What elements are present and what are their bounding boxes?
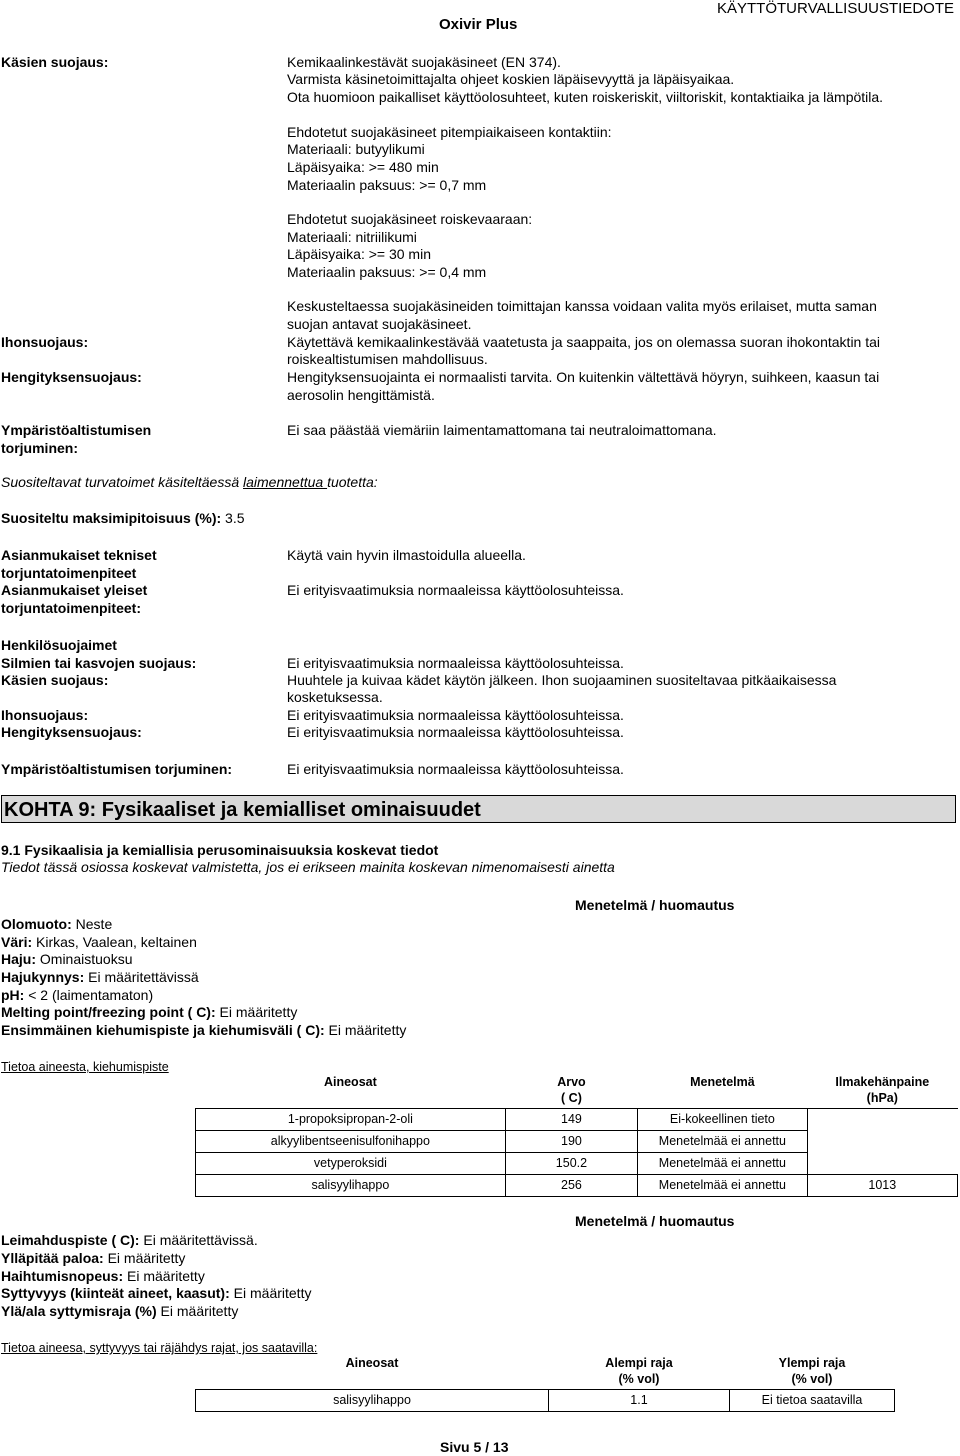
table-cell: 150.2 [505,1152,637,1174]
table-header-row [196,1355,895,1389]
prop-state [1,916,112,933]
table-row [196,1152,958,1174]
table-cell: 190 [505,1130,637,1152]
prop-ph [1,987,153,1004]
diluted-heading-part-1: Suositeltavat turvatoimet käsiteltäessä [1,474,244,490]
prop-odor [1,951,132,968]
hands-line-1: Kemikaalinkestävät suojakäsineet (EN 374). [287,54,561,70]
skin-protection-label: Ihonsuojaus: [1,334,89,350]
diluted-env-value: Ei erityisvaatimuksia normaaleissa käyttöolosuhteissa. [287,761,624,777]
prop-boiling-point-label: Ensimmäinen kiehumispiste ja kiehumisväli ( C): [1,1022,325,1038]
table-row [196,1174,958,1196]
table-header-cell: Aineosat [196,1355,549,1389]
prop-flash-point-label: Leimahduspiste ( C): [1,1232,140,1248]
prop-sustains-combustion [1,1250,185,1267]
tech-measures-label-2: torjuntatoimenpiteet [1,565,137,581]
prop-flammability-label: Syttyvyys (kiinteät aineet, kaasut): [1,1285,230,1301]
long-contact-line-4: Materiaalin paksuus: >= 0,7 mm [287,177,487,193]
resp-line-2: aerosolin hengittämistä. [287,387,435,403]
method-header: Menetelmä / huomautus [575,897,735,913]
table-row [196,1130,958,1152]
splash-line-4: Materiaalin paksuus: >= 0,4 mm [287,264,487,280]
prop-odor-label: Haju: [1,951,36,967]
prop-odor-value: Ominaistuoksu [36,951,133,967]
prop-odor-threshold-value: Ei määritettävissä [84,969,199,985]
method-header-2: Menetelmä / huomautus [575,1213,735,1229]
respiratory-protection-label: Hengityksensuojaus: [1,369,142,385]
table-header-cell: Ylempi raja (% vol) [730,1355,895,1389]
table-header-cell: Arvo ( C) [505,1074,637,1108]
table-cell: salisyylihappo [196,1389,549,1411]
prop-odor-threshold [1,969,199,986]
tech-measures-value: Käytä vain hyvin ilmastoidulla alueella. [287,547,526,563]
table-cell [807,1152,957,1174]
consult-line-1: Keskusteltaessa suojakäsineiden toimittajan kanssa voidaan valita myös erilaiset, mutta saman [287,298,877,314]
prop-color [1,934,197,951]
table-cell: 1.1 [549,1389,730,1411]
prop-ph-label: pH: [1,987,25,1003]
prop-melting-point [1,1004,297,1021]
table-cell: 149 [505,1108,637,1130]
table-header-cell: Alempi raja (% vol) [549,1355,730,1389]
prop-color-value: Kirkas, Vaalean, keltainen [32,934,197,950]
prop-explosion-limits [1,1303,238,1320]
env-exposure-label-1: Ympäristöaltistumisen [1,422,152,438]
prop-evaporation-rate-value: Ei määritetty [123,1268,205,1284]
prop-flash-point-value: Ei määritettävissä. [139,1232,258,1248]
prop-ph-value: < 2 (laimentamaton) [24,987,154,1003]
diluted-env-label: Ympäristöaltistumisen torjuminen: [1,761,233,777]
prop-boiling-point [1,1022,406,1039]
flammability-table [195,1355,895,1412]
max-concentration [1,510,245,527]
table-cell: salisyylihappo [196,1174,506,1196]
prop-boiling-point-value: Ei määritetty [324,1022,407,1038]
flammability-table-caption: Tietoa aineesa, syttyvyys tai räjähdys rajat, jos saatavilla: [1,1341,318,1355]
skin-line-1: Käytettävä kemikaalinkestävää vaatetusta ja saappaita, jos on olemassa suoran ihokontaktin tai [287,334,881,350]
prop-state-value: Neste [71,916,113,932]
table-cell [807,1130,957,1152]
table-cell: 1-propoksipropan-2-oli [196,1108,506,1130]
long-contact-line-1: Ehdotetut suojakäsineet pitempiaikaiseen kontaktiin: [287,124,612,140]
table-cell: Ei tietoa saatavilla [730,1389,895,1411]
section-9-title: KOHTA 9: Fysikaaliset ja kemialliset ominaisuudet [4,799,481,821]
table-row [196,1389,895,1411]
prop-explosion-limits-value: Ei määritetty [156,1303,239,1319]
table-cell: alkyylibentseenisulfonihappo [196,1130,506,1152]
prop-flammability-value: Ei määritetty [229,1285,312,1301]
subsection-9-1-note: Tiedot tässä osiossa koskevat valmistetta, jos ei erikseen mainita koskevan nimenomaisesti ainetta [1,859,615,875]
table-header-cell: Menetelmä [638,1074,807,1108]
table-cell: 256 [505,1174,637,1196]
diluted-heading-underlined: laimennettua [243,474,328,490]
ppe-label: Henkilösuojaimet [1,637,117,653]
hands-line-3: Ota huomioon paikalliset käyttöolosuhteet, kuten roiskeriskit, viiltoriskit, kontaktiaika ja lämpötila. [287,89,884,105]
table-header-cell: Ilmakehänpaine (hPa) [807,1074,957,1108]
table-cell: vetyperoksidi [196,1152,506,1174]
prop-odor-threshold-label: Hajukynnys: [1,969,85,985]
prop-evaporation-rate-label: Haihtumisnopeus: [1,1268,124,1284]
max-concentration-label: Suositeltu maksimipitoisuus (%): [1,510,222,526]
env-exposure-label-2: torjuminen: [1,440,78,456]
consult-line-2: suojan antavat suojakäsineet. [287,316,472,332]
splash-line-3: Läpäisyaika: >= 30 min [287,246,431,262]
eye-protection-value: Ei erityisvaatimuksia normaaleissa käyttöolosuhteissa. [287,655,624,671]
diluted-hands-value-2: kosketuksessa. [287,689,383,705]
boiling-point-table [195,1074,958,1197]
prop-melting-point-label: Melting point/freezing point ( C): [1,1004,216,1020]
diluted-resp-label: Hengityksensuojaus: [1,724,142,740]
table-cell: Ei-kokeellinen tieto [638,1108,807,1130]
product-name: Oxivir Plus [439,16,518,33]
prop-sustains-combustion-label: Ylläpitää paloa: [1,1250,104,1266]
splash-line-1: Ehdotetut suojakäsineet roiskevaaraan: [287,211,533,227]
tech-measures-label-1: Asianmukaiset tekniset [1,547,157,563]
resp-line-1: Hengityksensuojainta ei normaalisti tarvita. On kuitenkin vältettävä höyryn, suihkeen, kaasun tai [287,369,880,385]
prop-flammability [1,1285,311,1302]
prop-explosion-limits-label: Ylä/ala syttymisraja (%) [1,1303,157,1319]
boiling-table-caption: Tietoa aineesta, kiehumispiste [1,1060,169,1074]
table-cell: Menetelmää ei annettu [638,1130,807,1152]
prop-state-label: Olomuoto: [1,916,72,932]
table-cell: Menetelmää ei annettu [638,1152,807,1174]
table-row [196,1108,958,1130]
diluted-hands-value-1: Huuhtele ja kuivaa kädet käytön jälkeen. Ihon suojaaminen suositeltavaa pitkäaikaisessa [287,672,837,688]
diluted-heading [1,474,378,491]
long-contact-line-2: Materiaali: butyylikumi [287,141,425,157]
long-contact-line-3: Läpäisyaika: >= 480 min [287,159,439,175]
splash-line-2: Materiaali: nitriilikumi [287,229,417,245]
max-concentration-value: 3.5 [225,510,245,526]
prop-color-label: Väri: [1,934,33,950]
diluted-hands-label: Käsien suojaus: [1,672,109,688]
document-type: KÄYTTÖTURVALLISUUSTIEDOTE [717,0,954,17]
subsection-9-1-title: 9.1 Fysikaalisia ja kemiallisia perusominaisuuksia koskevat tiedot [1,842,439,858]
table-header-row [196,1074,958,1108]
page-number: Sivu 5 / 13 [440,1439,509,1455]
general-measures-label-2: torjuntatoimenpiteet: [1,600,141,616]
prop-sustains-combustion-value: Ei määritetty [103,1250,186,1266]
table-cell: 1013 [807,1174,957,1196]
skin-line-2: roiskealtistumisen mahdollisuus. [287,351,488,367]
diluted-skin-value: Ei erityisvaatimuksia normaaleissa käyttöolosuhteissa. [287,707,624,723]
table-header-cell: Aineosat [196,1074,506,1108]
table-cell: Menetelmää ei annettu [638,1174,807,1196]
prop-melting-point-value: Ei määritetty [215,1004,298,1020]
table-cell [807,1108,957,1130]
env-exposure-value: Ei saa päästää viemäriin laimentamattomana tai neutraloimattomana. [287,422,717,438]
general-measures-label-1: Asianmukaiset yleiset [1,582,148,598]
diluted-resp-value: Ei erityisvaatimuksia normaaleissa käyttöolosuhteissa. [287,724,624,740]
prop-flash-point [1,1232,258,1249]
prop-evaporation-rate [1,1268,205,1285]
section-9-header [1,795,956,823]
diluted-skin-label: Ihonsuojaus: [1,707,89,723]
hands-protection-label: Käsien suojaus: [1,54,109,70]
general-measures-value: Ei erityisvaatimuksia normaaleissa käyttöolosuhteissa. [287,582,624,598]
hands-line-2: Varmista käsinetoimittajalta ohjeet koskien läpäisevyyttä ja läpäisyaikaa. [287,71,735,87]
diluted-heading-part-3: tuotetta: [327,474,378,490]
eye-protection-label: Silmien tai kasvojen suojaus: [1,655,197,671]
